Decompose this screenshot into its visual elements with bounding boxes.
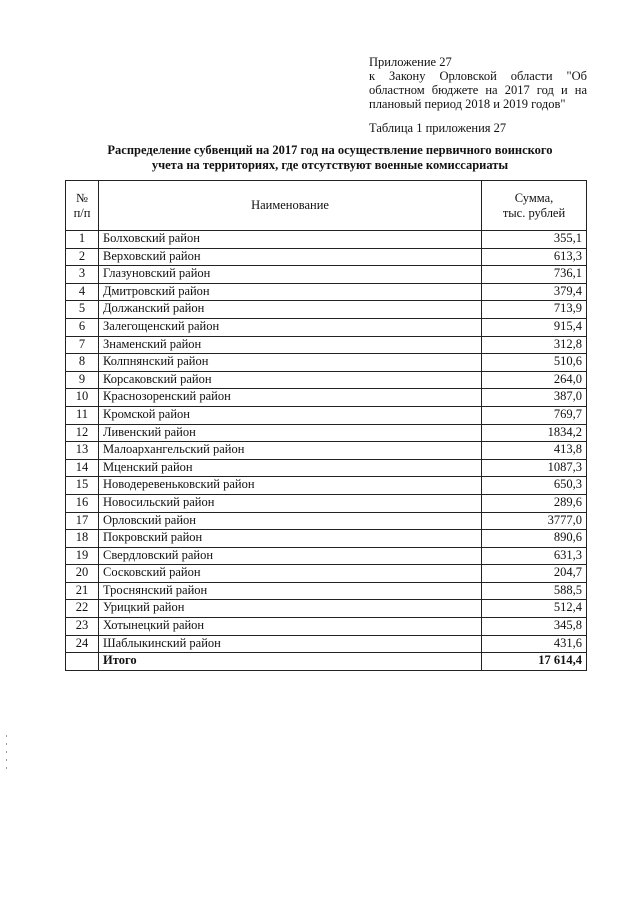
row-name: Новодеревеньковский район [99,477,482,495]
row-sum: 512,4 [482,600,587,618]
table-row [66,354,587,372]
row-name: Должанский район [99,301,482,319]
table-row [66,389,587,407]
row-name: Ливенский район [99,424,482,442]
row-sum: 431,6 [482,635,587,653]
row-sum: 289,6 [482,494,587,512]
row-sum: 588,5 [482,582,587,600]
table-row [66,301,587,319]
row-sum: 1087,3 [482,459,587,477]
row-number: 23 [66,618,99,636]
row-number: 17 [66,512,99,530]
row-sum: 915,4 [482,318,587,336]
row-name: Покровский район [99,530,482,548]
row-name: Орловский район [99,512,482,530]
row-name: Болховский район [99,231,482,249]
row-sum: 769,7 [482,406,587,424]
row-name: Мценский район [99,459,482,477]
row-number: 20 [66,565,99,583]
row-sum: 345,8 [482,618,587,636]
row-number: 16 [66,494,99,512]
row-sum: 312,8 [482,336,587,354]
row-number: 8 [66,354,99,372]
table-row [66,442,587,460]
table-row [66,231,587,249]
table-body [66,231,587,671]
row-name: Хотынецкий район [99,618,482,636]
row-number: 19 [66,547,99,565]
total-row [66,653,587,671]
header-sum-line1: Сумма, [514,190,554,205]
row-number: 2 [66,248,99,266]
row-number: 24 [66,635,99,653]
table-row [66,477,587,495]
row-number: 11 [66,406,99,424]
row-number: 14 [66,459,99,477]
row-number: 7 [66,336,99,354]
title-line1: Распределение субвенций на 2017 год на осуществление первичного воинского [107,143,553,157]
row-name: Верховский район [99,248,482,266]
table-row [66,530,587,548]
header-sum [482,181,587,231]
table-row [66,248,587,266]
row-number: 10 [66,389,99,407]
table-row [66,371,587,389]
row-sum: 387,0 [482,389,587,407]
row-sum: 264,0 [482,371,587,389]
table-row [66,406,587,424]
row-number: 6 [66,318,99,336]
table-row [66,512,587,530]
header-number-line2: п/п [73,205,91,220]
row-name: Урицкий район [99,600,482,618]
row-number: 18 [66,530,99,548]
table-row [66,283,587,301]
row-sum: 890,6 [482,530,587,548]
row-name: Корсаковский район [99,371,482,389]
subsidy-table [65,180,587,671]
table-row [66,565,587,583]
row-name: Сосковский район [99,565,482,583]
table-row [66,582,587,600]
row-name: Новосильский район [99,494,482,512]
row-sum: 631,3 [482,547,587,565]
total-label: Итого [99,653,482,671]
header-name: Наименование [99,181,482,231]
row-sum: 3777,0 [482,512,587,530]
row-number: 13 [66,442,99,460]
appendix-number: Приложение 27 [369,55,452,69]
row-name: Дмитровский район [99,283,482,301]
row-sum: 413,8 [482,442,587,460]
header-number [66,181,99,231]
appendix-header [369,55,587,111]
row-name: Краснозоренский район [99,389,482,407]
margin-marks [6,735,8,775]
table-row [66,618,587,636]
row-sum: 713,9 [482,301,587,319]
row-number: 21 [66,582,99,600]
table-row [66,459,587,477]
row-sum: 650,3 [482,477,587,495]
row-name: Шаблыкинский район [99,635,482,653]
row-number: 9 [66,371,99,389]
table-row [66,266,587,284]
row-sum: 613,3 [482,248,587,266]
table-row [66,600,587,618]
table-reference: Таблица 1 приложения 27 [369,121,507,135]
row-sum: 355,1 [482,231,587,249]
table-row [66,635,587,653]
row-sum: 204,7 [482,565,587,583]
row-name: Малоархангельский район [99,442,482,460]
row-number: 22 [66,600,99,618]
row-number: 12 [66,424,99,442]
row-name: Знаменский район [99,336,482,354]
table-header-row [66,181,587,231]
total-number-cell [66,653,99,671]
row-name: Кромской район [99,406,482,424]
header-sum-line2: тыс. рублей [502,205,566,220]
row-number: 5 [66,301,99,319]
row-name: Свердловский район [99,547,482,565]
header-number-line1: № [76,190,88,205]
table-row [66,318,587,336]
row-sum: 379,4 [482,283,587,301]
table-row [66,547,587,565]
row-name: Залегощенский район [99,318,482,336]
title-line2: учета на территориях, где отсутствуют военные комиссариаты [151,158,509,172]
appendix-law-line2: областном бюджете на 2017 год и на [369,83,587,97]
table-row [66,336,587,354]
row-sum: 736,1 [482,266,587,284]
appendix-law-line1: к Закону Орловской области "Об [369,69,587,83]
row-number: 4 [66,283,99,301]
table-row [66,424,587,442]
appendix-law-line3: плановый период 2018 и 2019 годов" [369,97,566,111]
row-sum: 1834,2 [482,424,587,442]
row-name: Глазуновский район [99,266,482,284]
document-title [60,143,600,173]
row-name: Троснянский район [99,582,482,600]
total-sum: 17 614,4 [482,653,587,671]
row-number: 15 [66,477,99,495]
row-number: 1 [66,231,99,249]
table-row [66,494,587,512]
row-number: 3 [66,266,99,284]
row-sum: 510,6 [482,354,587,372]
row-name: Колпнянский район [99,354,482,372]
